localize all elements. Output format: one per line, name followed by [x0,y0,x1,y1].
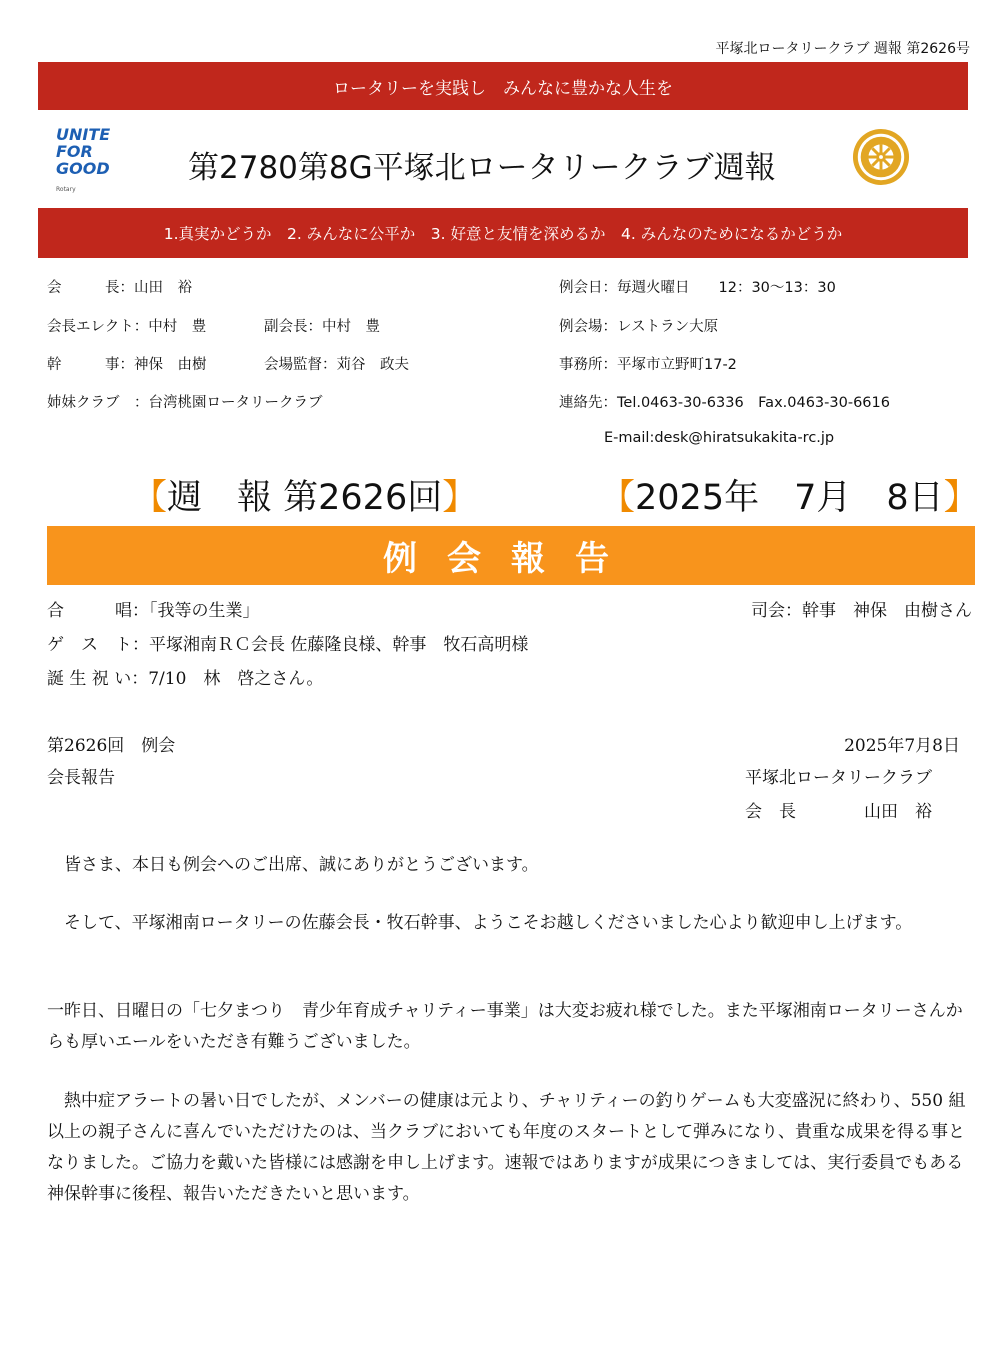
report-title-small: 会長報告 [47,768,115,788]
bracket-close: 】 [442,478,478,518]
label: 事務所： [559,357,617,373]
report-paragraph: 一昨日、日曜日の「七夕まつり 青少年育成チャリティー事業」は大変お疲れ様でした。また平塚湘南ロータリーさんからも厚いエールをいただき有難うございました。 [47,1001,963,1052]
bracket-open: 【 [600,478,636,518]
sister-club [47,391,323,412]
value: 台湾桃園ロータリークラブ [148,395,323,411]
issue-label: 週 報 第2626回 [167,478,443,518]
officer-secretary [47,353,207,374]
program-birthday [47,664,323,689]
program-song [47,596,260,621]
officer-vice [264,315,380,336]
label: 会場監督： [264,357,337,373]
officer-president [47,276,192,297]
value: 神保 由樹 [134,357,207,373]
value: 平塚市立野町17-2 [617,357,737,373]
label: 例会日： [559,280,617,296]
program-guest [47,630,528,655]
logo-line: GOOD [56,159,110,178]
date-label: 2025年 7月 8日 [635,478,944,518]
report-title-band [47,526,975,585]
value: 苅谷 政夫 [336,357,409,373]
label: 幹 事： [47,357,134,373]
program-mc: 司会：幹事 神保 由樹さん [751,601,972,621]
report-signer: 会 長 山田 裕 [745,802,932,822]
label: 連絡先： [559,395,617,411]
value: Tel.0463-30-6336 Fax.0463-30-6616 [617,395,890,411]
rotary-wheel-icon [852,128,910,186]
officer-elect [47,315,206,336]
email: E-mail:desk@hiratsukakita-rc.jp [604,430,835,446]
value: 中村 豊 [148,319,207,335]
logo-sub: Rotary [56,186,76,193]
issue-date [600,470,979,520]
meeting-number: 第2626回 例会 [47,736,176,756]
motto-band [38,62,968,110]
four-way-test-band [38,208,968,258]
masthead-title: 第2780第8G平塚北ロータリークラブ週報 [188,150,776,186]
value: 平塚湘南ＲＣ会長 佐藤隆良様、幹事 牧石高明様 [149,635,529,655]
report-title: 例会報告 [383,539,639,579]
office-address [559,353,737,374]
report-paragraph: 熱中症アラートの暑い日でしたが、メンバーの健康は元より、チャリティーの釣りゲームも大変盛況に終わり、550 組以上の親子さんに喜んでいただけたのは、当クラブにおいても年度のスタートとして弾みになり、貴重な成果を得る事となりました。ご協力を戴いた皆様には感謝を申し上げます。速報ではありますが成果につきましては、実行委員でもある神保幹事に後程、報告いただきたいと思います。 [47,1091,966,1204]
label: 例会場： [559,319,617,335]
value: レストラン大原 [617,319,719,335]
bracket-close: 】 [943,478,979,518]
logo-line: UNITE [56,125,111,144]
value: 中村 豊 [322,319,380,335]
value: 「我等の生業」 [149,601,260,621]
bracket-open: 【 [132,478,168,518]
label: ゲ ス ト： [47,635,149,655]
logo-line: FOR [56,142,93,161]
value: 毎週火曜日 12：30〜13：30 [617,280,836,296]
label: 会 長： [47,280,134,296]
motto-text: ロータリーを実践し みんなに豊かな人生を [333,78,673,99]
issue-tag: 平塚北ロータリークラブ 週報 第2626号 [715,41,970,57]
report-paragraph: 皆さま、本日も例会へのご出席、誠にありがとうございます。 [47,855,539,875]
value: 山田 裕 [134,280,192,296]
label: 姉妹クラブ ： [47,395,149,411]
issue-number [132,470,477,520]
report-paragraph: そして、平塚湘南ロータリーの佐藤会長・牧石幹事、ようこそお越しくださいました心より歓迎申し上げます。 [47,913,913,933]
officer-sergeant [264,353,409,374]
label: 会長エレクト： [47,319,149,335]
report-club: 平塚北ロータリークラブ [745,768,932,788]
value: 7/10 林 啓之さん。 [148,669,324,689]
report-date: 2025年7月8日 [844,736,960,756]
unite-for-good-logo [56,126,136,198]
label: 合 唱： [47,601,149,621]
label: 副会長： [264,319,322,335]
label: 誕 生 祝 い： [47,669,149,689]
meeting-day [559,276,836,297]
contact [559,391,890,412]
meeting-venue [559,315,718,336]
four-way-test-text: 1.真実かどうか 2. みんなに公平か 3. 好意と友情を深めるか 4. みんなのためになるかどうか [163,225,843,243]
